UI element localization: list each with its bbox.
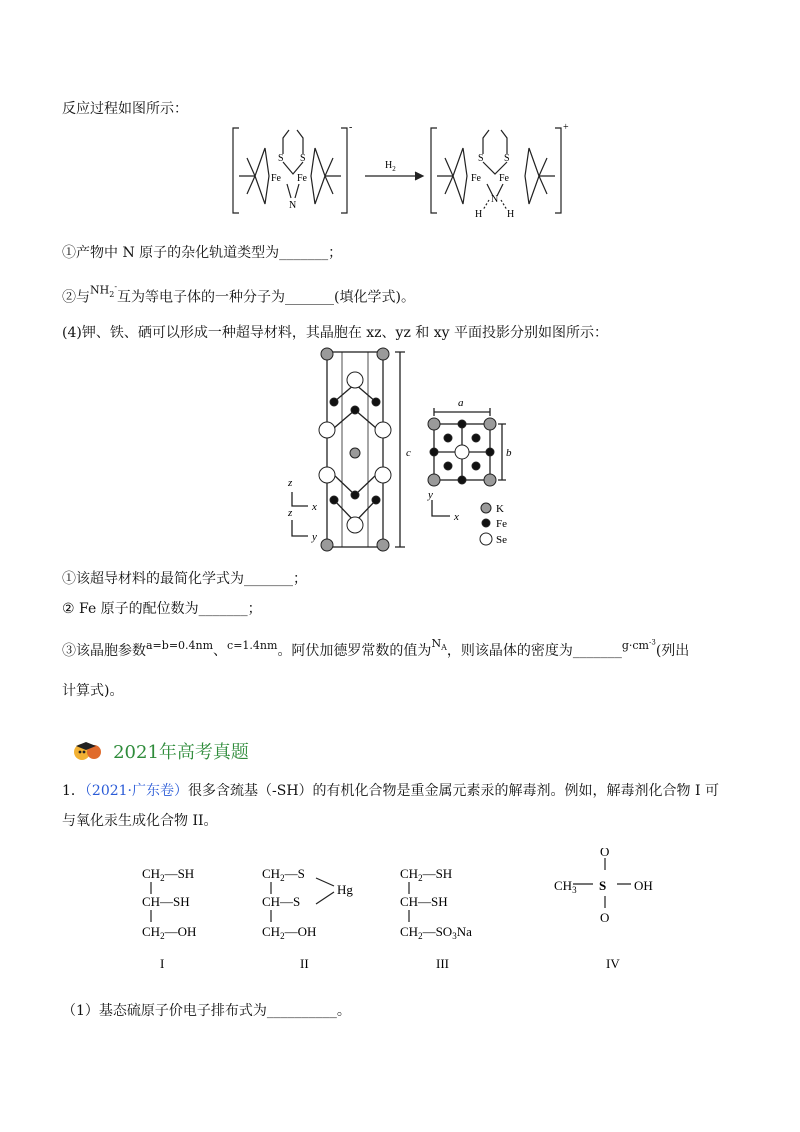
question-3-1: ①产物中 N 原子的杂化轨道类型为_______； xyxy=(62,245,343,261)
c2-row2: CH—S xyxy=(262,894,301,909)
dim-a: a xyxy=(458,397,464,409)
question-4: (4)钾、铁、硒可以形成一种超导材料，其晶胞在 xz、yz 和 xy 平面投影分别如图所示： xyxy=(62,325,608,341)
compounds-figure xyxy=(130,848,690,978)
axis-x-2: x xyxy=(454,511,459,523)
problem-1-cont: 与氧化汞生成化合物 II。 xyxy=(62,813,218,829)
question-4-3-cont: 计算式)。 xyxy=(62,683,124,699)
right-fe2: Fe xyxy=(499,173,509,184)
section-heading xyxy=(72,738,249,764)
c3-row2: CH—SH xyxy=(400,894,448,909)
left-fe2: Fe xyxy=(297,173,307,184)
c1-row1: $CH_2—SH$ xyxy=(142,866,195,883)
c2-row3: $CH_2—OH$ xyxy=(262,924,317,941)
c4-o-bottom: O xyxy=(600,910,610,925)
legend-se: Se xyxy=(496,534,507,546)
axis-y-2: y xyxy=(428,489,433,501)
c4-ch3: $CH_3$ xyxy=(554,878,577,895)
intro-text: 反应过程如图所示： xyxy=(62,101,188,117)
c3-row3: $CH_2—SO_3Na$ xyxy=(400,924,472,941)
legend-k: K xyxy=(496,503,504,515)
crystal-projection-figure xyxy=(282,340,522,555)
graduate-mascot-icon xyxy=(72,740,102,762)
left-fe1: Fe xyxy=(271,173,281,184)
question-4-2: ② Fe 原子的配位数为_______； xyxy=(62,601,262,617)
section-title: 2021年高考真题 xyxy=(113,742,249,763)
dim-c: c xyxy=(406,447,411,459)
reaction-scheme xyxy=(225,118,580,218)
c1-row3: $CH_2—OH$ xyxy=(142,924,197,941)
problem-1: 1．（2021·广东卷）很多含巯基（-SH）的有机化合物是重金属元素汞的解毒剂。例如，解毒剂化合物 I 可 xyxy=(62,783,719,799)
right-n: N xyxy=(491,194,499,205)
axis-y-1: y xyxy=(312,531,317,543)
left-s2: S xyxy=(300,153,306,164)
c2-label: II xyxy=(300,956,309,971)
left-n: N xyxy=(289,200,297,211)
right-s1: S xyxy=(478,153,484,164)
question-4-1: ①该超导材料的最简化学式为_______； xyxy=(62,571,307,587)
c1-row2: CH—SH xyxy=(142,894,190,909)
right-h1: H xyxy=(475,209,483,218)
right-fe1: Fe xyxy=(471,173,481,184)
left-s1: S xyxy=(278,153,284,164)
reagent: $H_2$ xyxy=(385,160,396,173)
axis-x-1: x xyxy=(312,501,317,513)
c3-row1: $CH_2—SH$ xyxy=(400,866,453,883)
c4-oh: OH xyxy=(634,878,653,893)
c4-s: S xyxy=(599,878,607,893)
c3-label: III xyxy=(436,956,449,971)
left-charge: - xyxy=(349,122,353,133)
c2-hg: Hg xyxy=(337,882,353,897)
legend-fe: Fe xyxy=(496,518,507,530)
question-4-3: ③该晶胞参数$^{a=b=0.4nm}$、$^{c=1.4nm}$。阿伏加德罗常数的值为$^{N_A}$，则该晶体的密度为_______$^{g\cdot cm^{-3}}$(列出 xyxy=(62,637,690,659)
question-3-2: ②与$NH_2^-$互为等电子体的一种分子为_______(填化学式)。 xyxy=(62,282,415,306)
right-s2: S xyxy=(504,153,510,164)
axis-z-2: z xyxy=(288,507,293,519)
axis-z-1: z xyxy=(288,477,293,489)
right-charge: + xyxy=(563,122,569,133)
c1-label: I xyxy=(160,956,165,971)
c4-o-top: O xyxy=(600,848,610,859)
question-1: （1）基态硫原子价电子排布式为__________。 xyxy=(62,1003,351,1019)
right-h2: H xyxy=(507,209,515,218)
c4-label: IV xyxy=(606,956,620,971)
c2-row1: $CH_2—S$ xyxy=(262,866,305,883)
dim-b: b xyxy=(506,447,512,459)
